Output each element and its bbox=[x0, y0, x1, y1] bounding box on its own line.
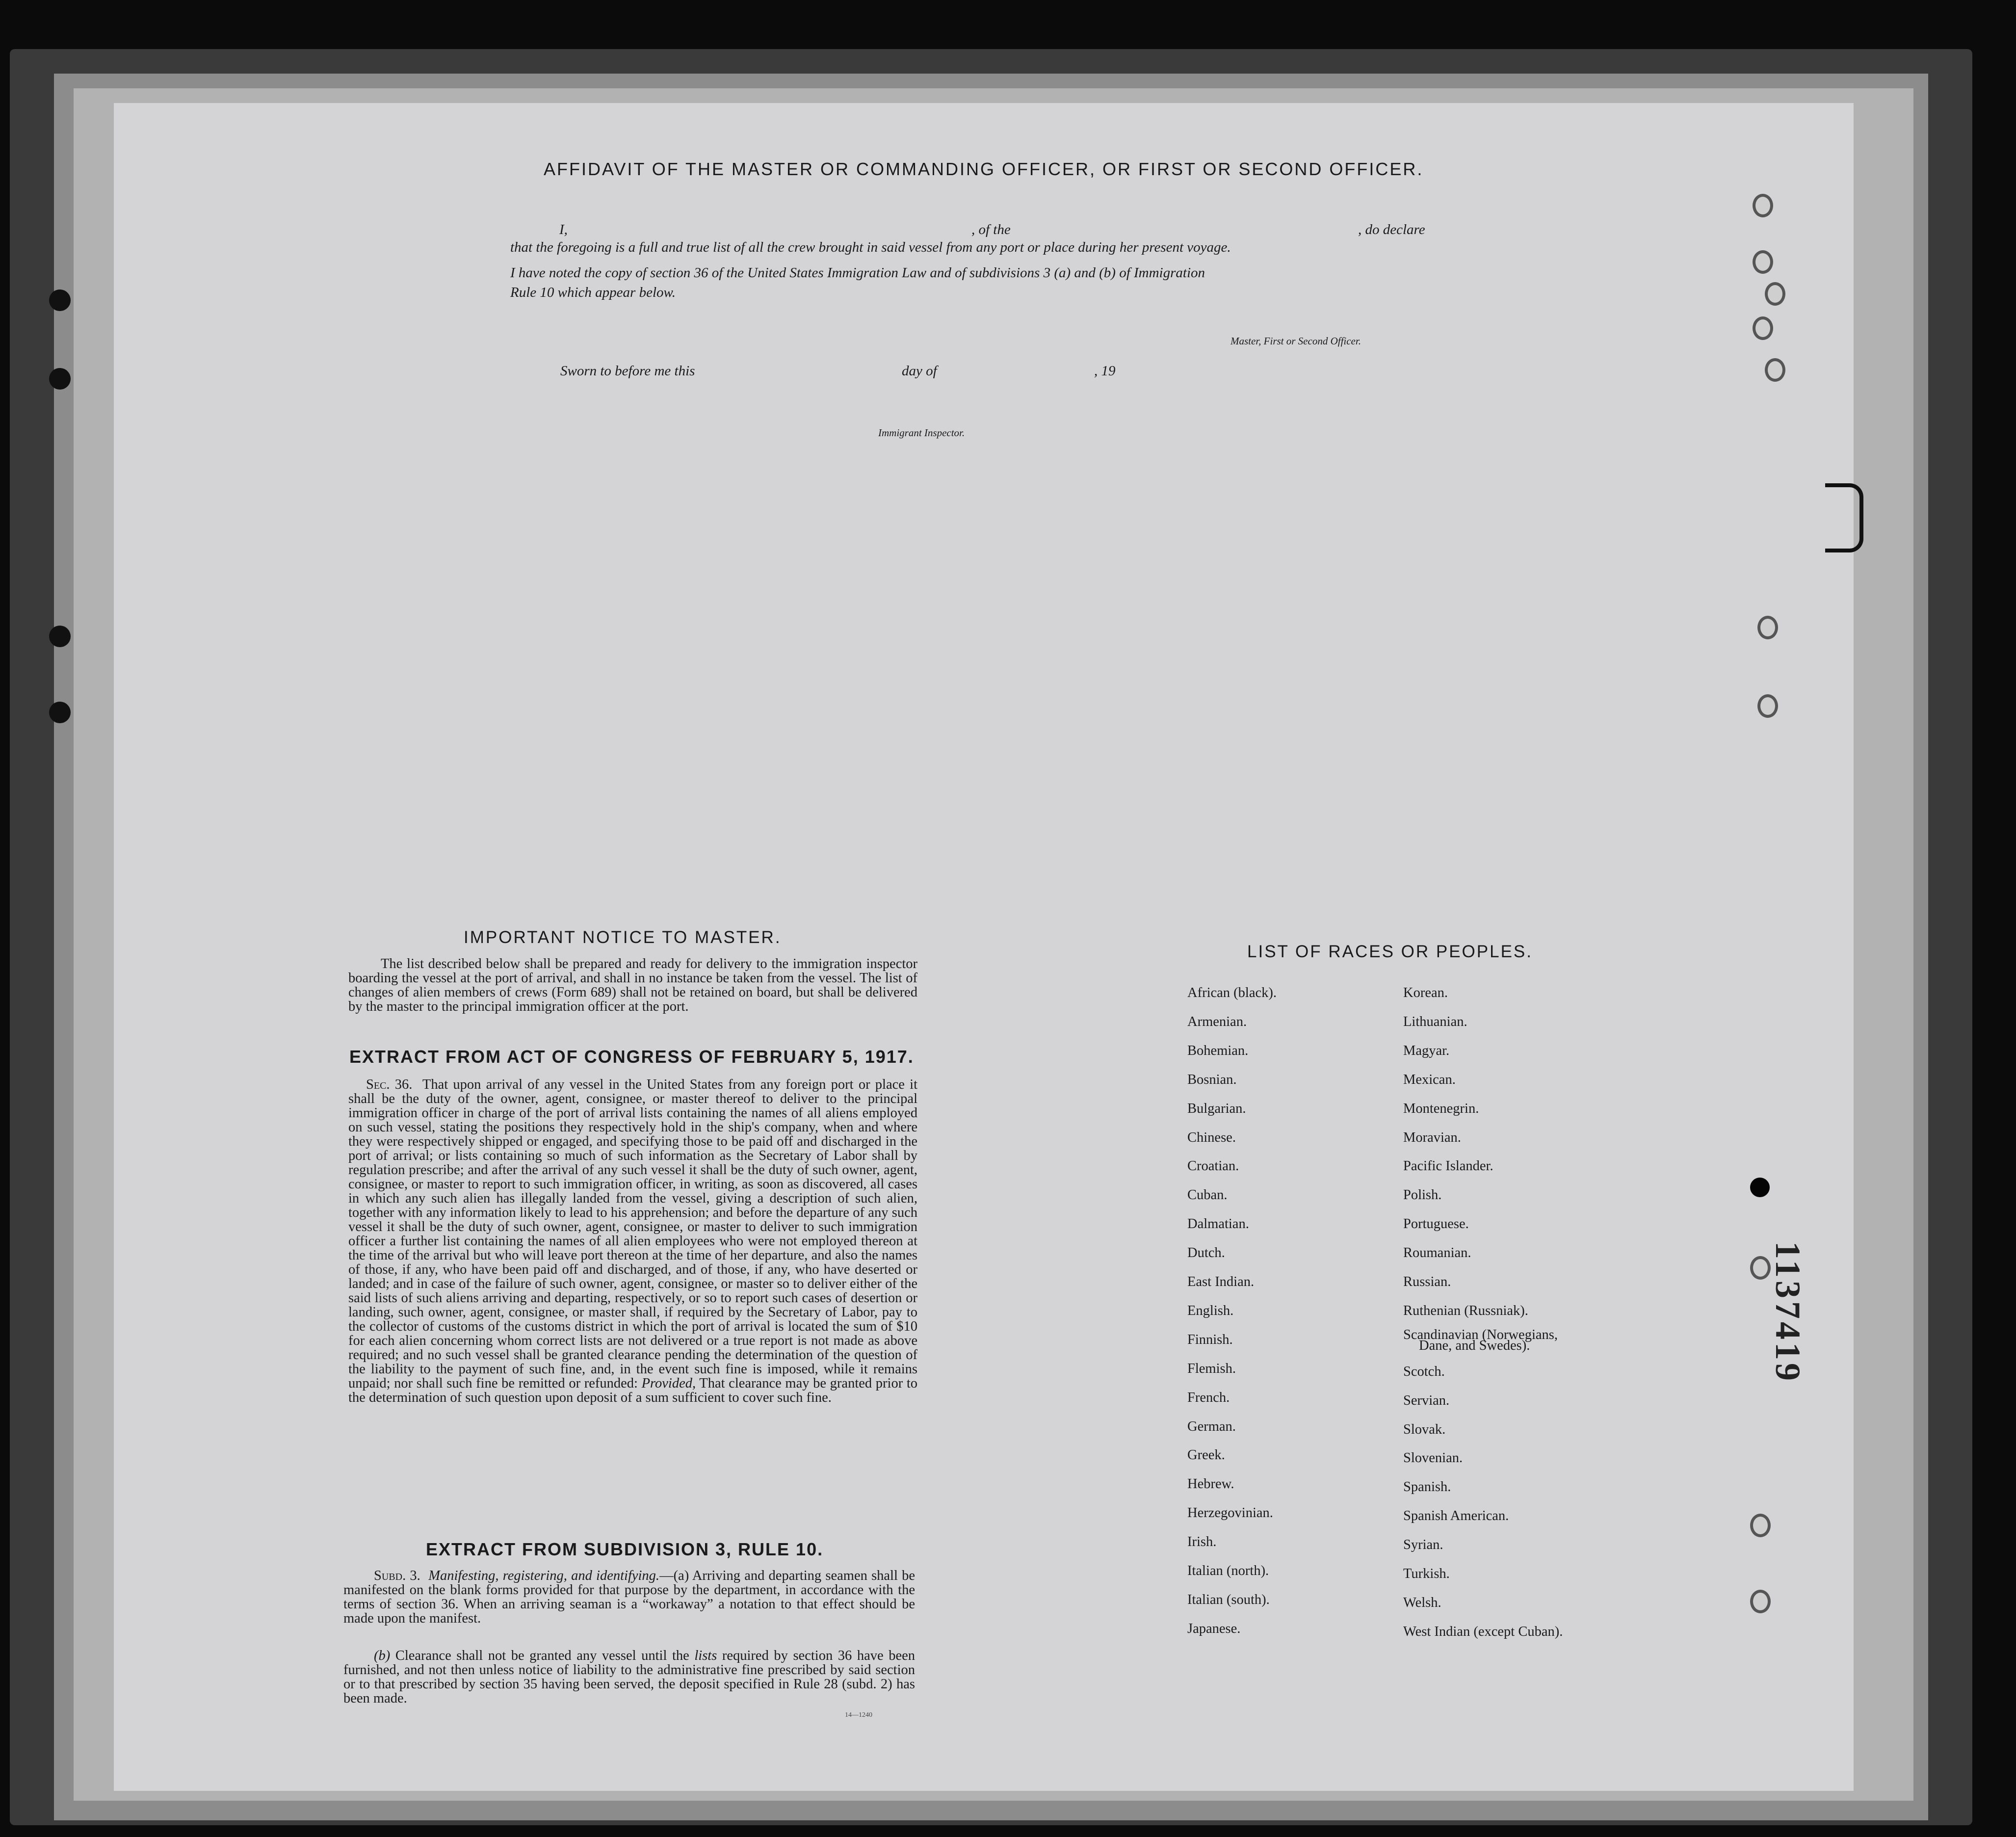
form-number: 14—1240 bbox=[845, 1711, 872, 1719]
section-36-text: That upon arrival of any vessel in the United States from any foreign port or place it shall be the duty of the owner, agent, consignee, or master thereof to deliver to the principal immigration officer in charge of the port of arrival lists containing the names of all aliens employed on such vessel, stating the positions they respectively hold in the ship's company, when and where they were respectively shipped or engaged, and specifying those to be paid off and discharged in the port of arrival; or lists containing so much of such information as the Secretary of Labor shall by regulation prescribe; and after the arrival of any such vessel it shall be the duty of such owner, agent, consignee, or master to report to such immigration officer, in writing, as soon as discovered, all cases in which any such alien has illegally landed from the vessel, giving a description of such alien, together with any information likely to lead to his apprehension; and before the departure of any such vessel it shall be the duty of such owner, agent, consignee, or master to deliver to such immigration officer a further list containing the names of all alien employees who were not employed thereon at the time of the arrival but who will leave port thereon at the time of her departure, and also the names of those, if any, who have been paid off and discharged, and of those, if any, who have deserted or landed; and in case of the failure of such owner, agent, consignee, or master so to deliver either of the said lists of such aliens arriving and departing, respectively, or so to report such cases of desertion or landing, such owner, agent, consignee, or master shall, if required by the Secretary of Labor, pay to the collector of customs of the customs district in which the port of arrival is located the sum of $10 for each alien concerning whom correct lists are not delivered or a true report is not made as above required; and no such vessel shall be granted clearance pending the determination of the question of the liability to the payment of such fine, and, in the event such fine is imposed, while it remains unpaid; nor shall such fine be remitted or refunded: bbox=[348, 1077, 918, 1391]
punch-hole bbox=[1753, 194, 1773, 217]
sworn-label: Sworn to before me this bbox=[560, 363, 695, 379]
race-item: Korean. bbox=[1403, 985, 1448, 1000]
race-item: Greek. bbox=[1187, 1447, 1225, 1463]
race-item: Irish. bbox=[1187, 1534, 1217, 1550]
race-item: Slovenian. bbox=[1403, 1450, 1463, 1466]
rule-para-b bbox=[343, 1649, 915, 1706]
punch-hole bbox=[1765, 358, 1785, 382]
race-item: Roumanian. bbox=[1403, 1245, 1471, 1261]
race-item: Syrian. bbox=[1403, 1537, 1443, 1553]
race-item: Magyar. bbox=[1403, 1043, 1450, 1058]
affidavit-line-2: that the foregoing is a full and true list of all the crew brought in said vessel from any port or place during her present voyage. bbox=[510, 239, 1231, 255]
race-item: Moravian. bbox=[1403, 1129, 1461, 1145]
race-item: Finnish. bbox=[1187, 1332, 1233, 1347]
binder-hole bbox=[49, 626, 71, 647]
race-item: Polish. bbox=[1403, 1187, 1442, 1203]
sidebar-number: 1137419 bbox=[1768, 1241, 1807, 1384]
race-item: Scotch. bbox=[1403, 1364, 1445, 1379]
subd-label: Subd. 3. bbox=[374, 1568, 420, 1583]
race-item: Bulgarian. bbox=[1187, 1101, 1246, 1116]
race-item: Armenian. bbox=[1187, 1014, 1247, 1029]
race-item: Italian (north). bbox=[1187, 1563, 1269, 1578]
race-item: English. bbox=[1187, 1303, 1234, 1318]
race-item: Flemish. bbox=[1187, 1361, 1236, 1376]
subd-para-a: —(a) Arriving and departing seamen shall be manifested on the blank forms provided for that purpose by the department, in accordance with the terms of section 36. When an arriving seaman is a “workaway” a notation to that effect should be made upon the manifest. bbox=[343, 1568, 916, 1626]
race-item: Chinese. bbox=[1187, 1129, 1236, 1145]
race-item: Herzegovinian. bbox=[1187, 1505, 1273, 1521]
inspector-label: Immigrant Inspector. bbox=[878, 427, 965, 439]
punch-hole bbox=[1750, 1178, 1770, 1197]
race-item: Croatian. bbox=[1187, 1158, 1239, 1174]
extract-rule-title: EXTRACT FROM SUBDIVISION 3, RULE 10. bbox=[426, 1539, 824, 1559]
signature-label: Master, First or Second Officer. bbox=[1231, 335, 1361, 347]
punch-hole bbox=[1757, 616, 1778, 639]
extract-act-title: EXTRACT FROM ACT OF CONGRESS OF FEBRUARY 5, 1917. bbox=[349, 1047, 914, 1067]
punch-hole bbox=[1753, 316, 1773, 340]
affidavit-line-4: Rule 10 which appear below. bbox=[510, 285, 676, 300]
binder-hole bbox=[49, 702, 71, 723]
race-item: Dane, and Swedes). bbox=[1419, 1338, 1530, 1353]
binder-hole bbox=[49, 289, 71, 311]
race-item: Cuban. bbox=[1187, 1187, 1228, 1203]
affidavit-title: AFFIDAVIT OF THE MASTER OR COMMANDING OFFICER, OR FIRST OR SECOND OFFICER. bbox=[544, 159, 1424, 179]
punch-hole bbox=[1765, 282, 1785, 306]
extract-act-body bbox=[348, 1077, 917, 1405]
race-item: Turkish. bbox=[1403, 1566, 1450, 1581]
punch-hole bbox=[1757, 694, 1778, 718]
para-b-text: required by section 36 have been furnished, and not then unless notice of liability to the administrative fine prescribed by said section or to that prescribed by section 35 having been served, the deposit specified in Rule 28 (subd. 2) has been made. bbox=[343, 1648, 916, 1706]
races-title: LIST OF RACES OR PEOPLES. bbox=[1247, 942, 1533, 961]
race-item: Hebrew. bbox=[1187, 1476, 1234, 1492]
race-item: Dutch. bbox=[1187, 1245, 1225, 1261]
notice-title: IMPORTANT NOTICE TO MASTER. bbox=[464, 928, 782, 947]
binder-tab bbox=[1825, 483, 1863, 552]
punch-hole bbox=[1753, 250, 1773, 274]
race-item: African (black). bbox=[1187, 985, 1277, 1000]
race-item: Bohemian. bbox=[1187, 1043, 1249, 1058]
para-b-label: (b) bbox=[374, 1648, 391, 1663]
race-item: Dalmatian. bbox=[1187, 1216, 1249, 1232]
year-label: , 19 bbox=[1094, 363, 1116, 379]
race-item: Lithuanian. bbox=[1403, 1014, 1467, 1029]
race-item: Bosnian. bbox=[1187, 1072, 1237, 1087]
section-label: Sec. 36. bbox=[366, 1077, 413, 1092]
affidavit-of-the: , of the bbox=[971, 222, 1011, 237]
document-page bbox=[114, 103, 1854, 1791]
race-item: German. bbox=[1187, 1418, 1236, 1434]
race-item: Spanish American. bbox=[1403, 1508, 1509, 1524]
subd-heading: Manifesting, registering, and identifying. bbox=[428, 1568, 660, 1583]
para-b-lists: lists bbox=[694, 1648, 717, 1663]
race-item: Ruthenian (Russniak). bbox=[1403, 1303, 1528, 1318]
race-item: Scandinavian (Norwegians, bbox=[1403, 1327, 1558, 1342]
punch-hole bbox=[1750, 1590, 1771, 1613]
notice-body: The list described below shall be prepared and ready for delivery to the immigration inspector boarding the vessel at the port of arrival, and shall in no instance be taken from the vessel. The list of changes of alien members of crews (Form 689) shall not be retained on board, but shall be delivered by the master to the principal immigration officer at the port. bbox=[348, 956, 917, 1014]
race-item: East Indian. bbox=[1187, 1274, 1255, 1289]
section-36-text-end: That clearance may be granted prior to the determination of such question upon deposit of a sum sufficient to cover such fine. bbox=[348, 1376, 918, 1405]
affidavit-do-declare: , do declare bbox=[1358, 222, 1425, 237]
race-item: Welsh. bbox=[1403, 1595, 1441, 1610]
provided-word: Provided, bbox=[641, 1376, 696, 1391]
race-item: Slovak. bbox=[1403, 1421, 1446, 1437]
race-item: Spanish. bbox=[1403, 1479, 1451, 1495]
race-item: Japanese. bbox=[1187, 1621, 1241, 1636]
race-item: West Indian (except Cuban). bbox=[1403, 1624, 1563, 1639]
affidavit-i: I, bbox=[559, 222, 568, 237]
rule-para-a bbox=[343, 1569, 915, 1626]
day-of-label: day of bbox=[902, 363, 937, 379]
race-item: Italian (south). bbox=[1187, 1592, 1270, 1607]
race-item: Pacific Islander. bbox=[1403, 1158, 1493, 1174]
race-item: Servian. bbox=[1403, 1392, 1450, 1408]
race-item: Mexican. bbox=[1403, 1072, 1456, 1087]
affidavit-line-3: I have noted the copy of section 36 of the United States Immigration Law and of subdivisions 3 (a) and (b) of Immigration bbox=[510, 265, 1205, 281]
race-item: Montenegrin. bbox=[1403, 1101, 1479, 1116]
race-item: Russian. bbox=[1403, 1274, 1451, 1289]
punch-hole bbox=[1750, 1514, 1771, 1537]
para-b-pre: Clearance shall not be granted any vessel until the bbox=[395, 1648, 689, 1663]
binder-hole bbox=[49, 368, 71, 390]
race-item: French. bbox=[1187, 1390, 1230, 1405]
race-item: Portuguese. bbox=[1403, 1216, 1469, 1232]
